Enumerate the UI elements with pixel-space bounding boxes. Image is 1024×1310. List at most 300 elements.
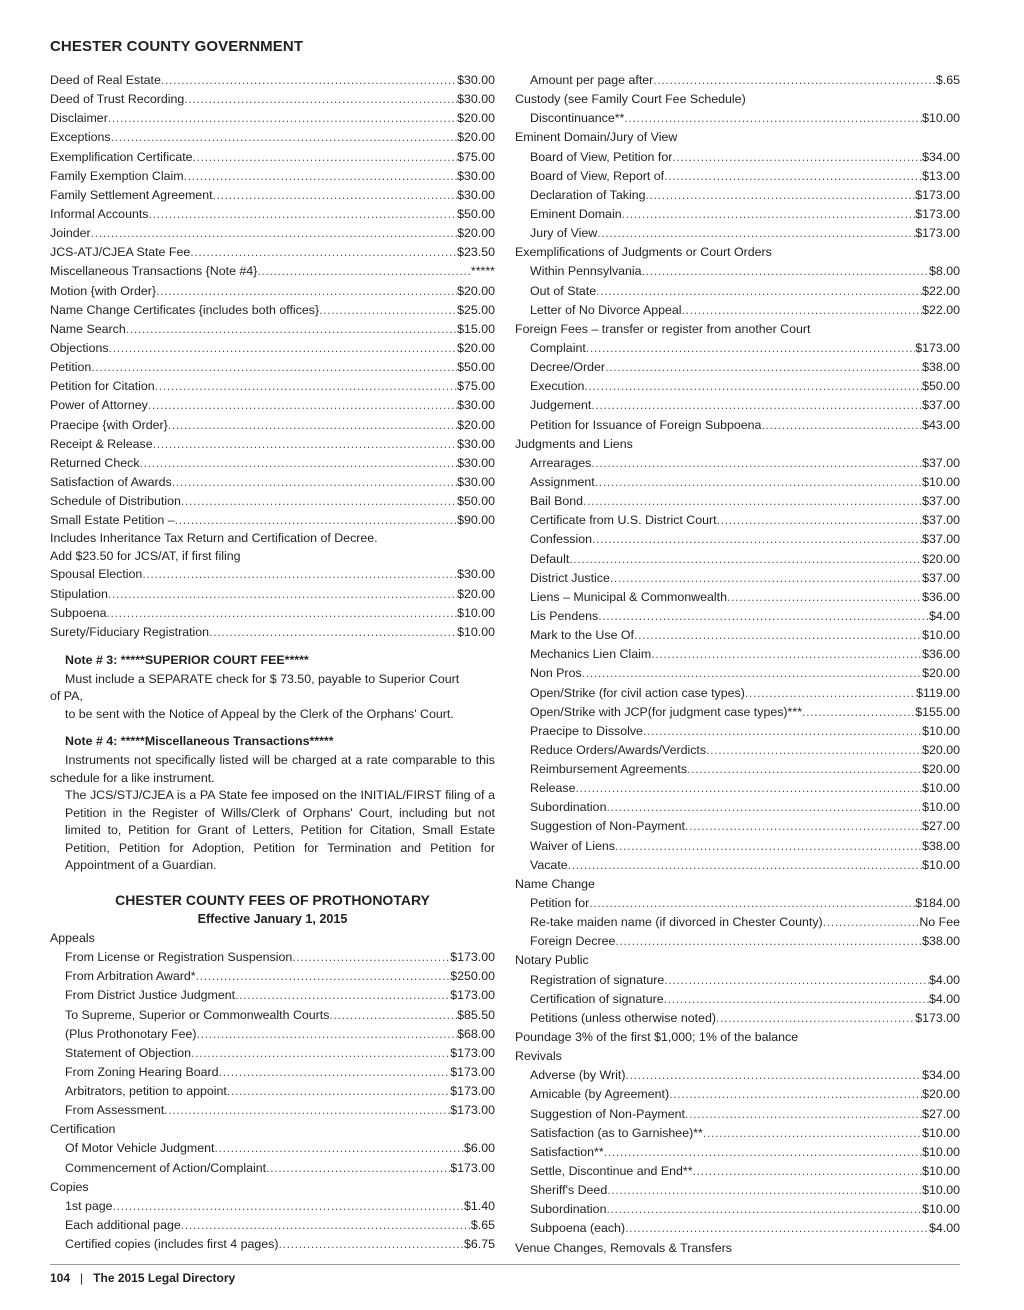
dot-leader — [126, 320, 457, 339]
fee-row — [50, 1235, 495, 1254]
prothonotary-title: CHESTER COUNTY FEES OF PROTHONOTARY — [115, 891, 430, 908]
dot-leader — [645, 186, 915, 205]
dot-leader — [597, 224, 915, 243]
dot-leader — [625, 1219, 929, 1238]
dot-leader — [596, 282, 922, 301]
fee-row — [50, 167, 495, 186]
fee-label: Arrearages — [530, 455, 592, 470]
fee-label: Non Pros — [530, 666, 582, 681]
fee-amount: $15.00 — [457, 321, 495, 336]
fee-label: Open/Strike (for civil action case types) — [530, 685, 745, 700]
fee-label: Foreign Fees – transfer or register from another Court — [515, 321, 811, 336]
fee-amount: $20.00 — [457, 130, 495, 145]
fee-label: Liens – Municipal & Commonwealth — [530, 589, 727, 604]
fee-label: Schedule of Distribution — [50, 494, 181, 509]
fee-row — [50, 186, 495, 205]
prothonotary-effective-date: Effective January 1, 2015 — [197, 911, 348, 926]
fee-category — [515, 875, 960, 894]
fee-amount: $30.00 — [457, 73, 495, 87]
fee-amount: $20.00 — [457, 586, 495, 601]
fee-row — [50, 71, 495, 90]
fee-amount: $20.00 — [457, 283, 495, 298]
fee-row — [515, 550, 960, 569]
fee-amount: $4.00 — [928, 608, 960, 623]
fee-amount: $173.00 — [915, 187, 960, 202]
fee-amount: $37.00 — [922, 513, 960, 528]
fee-amount: $173.00 — [450, 950, 495, 965]
fee-row — [50, 565, 495, 584]
fee-label: Poundage 3% of the first $1,000; 1% of the balance — [515, 1030, 799, 1045]
dot-leader — [184, 90, 457, 109]
fee-amount: $37.00 — [922, 532, 960, 547]
fee-label: Exemplification Certificate — [50, 149, 193, 164]
fee-label: Disclaimer — [50, 111, 108, 126]
fee-row — [50, 1101, 495, 1120]
fee-label: Exemplifications of Judgments or Court Orders — [515, 245, 772, 260]
fee-amount: $10.00 — [922, 474, 960, 489]
fee-amount: $36.00 — [922, 647, 960, 662]
fee-amount: $1.40 — [463, 1198, 495, 1213]
fee-row — [50, 1139, 495, 1158]
fee-label: Certificate from U.S. District Court — [530, 513, 717, 528]
fee-amount: $50.00 — [457, 494, 495, 509]
dot-leader — [91, 358, 457, 377]
fee-row — [515, 837, 960, 856]
dot-leader — [209, 623, 457, 642]
note-4-paragraph-2: The JCS/STJ/CJEA is a PA State fee imposed on the INITIAL/FIRST filing of a Petition in the Register of Wills/Clerk of Orphans' Court, including but not limited to, Petition for Grant of Letters, Petition for Citation, Small Estate Petition, Petition for Adoption, Petition for Termination and Petition for Appointment of a Guardian. — [65, 788, 495, 873]
fee-label: Eminent Domain/Jury of View — [515, 130, 678, 145]
fee-amount: $10.00 — [922, 800, 960, 815]
fee-row — [515, 664, 960, 683]
fee-row — [515, 473, 960, 492]
fee-label: Satisfaction of Awards — [50, 474, 172, 489]
fee-label: Notary Public — [515, 953, 589, 968]
fee-label: Appeals — [50, 930, 95, 945]
fee-label: Certification of signature — [530, 991, 664, 1006]
fee-label: Bail Bond — [530, 494, 584, 509]
fee-row — [50, 473, 495, 492]
dot-leader — [598, 607, 929, 626]
fee-amount: $37.00 — [922, 570, 960, 585]
fee-row — [515, 894, 960, 913]
dot-leader — [607, 1181, 922, 1200]
fee-label: Motion {with Order} — [50, 283, 157, 298]
fee-row — [50, 224, 495, 243]
fee-row — [50, 339, 495, 358]
fee-amount: $119.00 — [916, 685, 960, 700]
fee-category — [515, 1239, 960, 1258]
fee-amount: $4.00 — [928, 991, 960, 1006]
fee-amount: $90.00 — [457, 513, 495, 528]
fee-label: Satisfaction** — [530, 1144, 604, 1159]
fee-amount: $173.00 — [450, 1084, 495, 1099]
dot-leader — [672, 148, 922, 167]
fee-row — [515, 339, 960, 358]
fee-category — [515, 90, 960, 109]
fee-row — [515, 1143, 960, 1162]
fee-label: Waiver of Liens — [530, 838, 615, 853]
dot-leader — [745, 684, 916, 703]
fee-amount: $173.00 — [450, 1064, 495, 1079]
fee-label: Assignment — [530, 474, 595, 489]
dot-leader — [113, 1197, 464, 1216]
dot-leader — [615, 932, 922, 951]
fee-label: District Justice — [530, 570, 610, 585]
fee-label: Power of Attorney — [50, 398, 148, 413]
fee-amount: $30.00 — [457, 436, 495, 451]
fee-row — [50, 454, 495, 473]
fee-label: Custody (see Family Court Fee Schedule) — [515, 92, 746, 107]
fee-amount: $20.00 — [457, 111, 495, 126]
dot-leader — [164, 1101, 450, 1120]
fee-label: Adverse (by Writ) — [530, 1068, 626, 1083]
fee-label: Copies — [50, 1179, 89, 1194]
dot-leader — [653, 71, 936, 90]
fee-amount: $173.00 — [915, 226, 960, 241]
fee-amount: $50.00 — [922, 379, 960, 394]
fee-category — [515, 1047, 960, 1066]
fee-category — [515, 435, 960, 454]
dot-leader — [669, 1085, 922, 1104]
fee-row — [50, 1044, 495, 1063]
fee-row — [50, 320, 495, 339]
dot-leader — [716, 1009, 915, 1028]
dot-leader — [109, 339, 458, 358]
fee-amount: No Fee — [919, 915, 960, 930]
note-3-line-2: of PA, — [50, 689, 83, 704]
fee-label: Petition — [50, 360, 92, 375]
fee-row — [515, 511, 960, 530]
fee-category — [515, 1028, 960, 1047]
fee-amount: $173.00 — [915, 206, 960, 221]
dot-leader — [625, 1066, 922, 1085]
fee-row — [515, 971, 960, 990]
fee-row — [515, 990, 960, 1009]
fee-amount: $6.00 — [463, 1141, 495, 1156]
fee-amount: $10.00 — [922, 857, 960, 872]
footer-divider — [50, 1264, 960, 1265]
footer-separator: | — [80, 1271, 84, 1285]
fee-label: Commencement of Action/Complaint — [65, 1160, 267, 1175]
fee-row — [515, 1181, 960, 1200]
fee-amount: $10.00 — [922, 1164, 960, 1179]
dot-leader — [279, 1235, 464, 1254]
fee-row — [515, 1085, 960, 1104]
dot-leader — [184, 167, 458, 186]
register-fee-list — [50, 71, 495, 530]
dot-leader — [108, 109, 457, 128]
dot-leader — [622, 205, 916, 224]
dot-leader — [156, 282, 457, 301]
fee-label: Subordination — [530, 1202, 607, 1217]
fee-label: Subpoena (each) — [530, 1221, 626, 1236]
prothonotary-fee-list-continued — [515, 71, 960, 1258]
fee-row — [515, 645, 960, 664]
fee-row — [50, 377, 495, 396]
fee-label: From Arbitration Award* — [65, 969, 196, 984]
fee-label: Of Motor Vehicle Judgment — [65, 1141, 215, 1156]
fee-label: Statement of Objection — [65, 1045, 192, 1060]
fee-category — [50, 929, 495, 948]
page-number: 104 — [50, 1271, 71, 1285]
fee-label: Open/Strike with JCP(for judgment case types)*** — [530, 704, 803, 719]
fee-row — [50, 623, 495, 642]
dot-leader — [682, 301, 923, 320]
fee-row — [515, 530, 960, 549]
fee-amount: $.65 — [470, 1218, 495, 1233]
dot-leader — [703, 1124, 922, 1143]
fee-label: Sheriff's Deed — [530, 1183, 608, 1198]
dot-leader — [582, 664, 922, 683]
fee-amount: $10.00 — [922, 1125, 960, 1140]
fee-amount: $173.00 — [450, 1103, 495, 1118]
fee-row — [515, 779, 960, 798]
dot-leader — [685, 1105, 922, 1124]
fee-label: Praecipe {with Order} — [50, 417, 168, 432]
fee-amount: $37.00 — [922, 494, 960, 509]
fee-label: Receipt & Release — [50, 436, 153, 451]
fee-row — [515, 301, 960, 320]
dot-leader — [193, 148, 458, 167]
fee-amount: $10.00 — [922, 1183, 960, 1198]
fee-row — [515, 856, 960, 875]
note-4-paragraph-1: Instruments not specifically listed will be charged at a rate comparable to this schedule for a like instrument. — [50, 753, 495, 785]
fee-category — [50, 1120, 495, 1139]
fee-row — [50, 243, 495, 262]
fee-row — [50, 1063, 495, 1082]
fee-row — [50, 1159, 495, 1178]
fee-amount: $30.00 — [457, 567, 495, 582]
fee-row — [515, 262, 960, 281]
fee-label: Returned Check — [50, 455, 140, 470]
fee-label: Discontinuance** — [530, 111, 625, 126]
fee-label: From Zoning Hearing Board — [65, 1064, 219, 1079]
prothonotary-fee-list — [50, 929, 495, 1254]
dot-leader — [584, 377, 922, 396]
dot-leader — [190, 243, 457, 262]
dot-leader — [589, 894, 915, 913]
fee-row — [50, 604, 495, 623]
fee-label: Board of View, Petition for — [530, 149, 673, 164]
dot-leader — [687, 760, 922, 779]
dot-leader — [727, 588, 922, 607]
dot-leader — [153, 435, 457, 454]
fee-row — [515, 167, 960, 186]
fee-label: Lis Pendens — [530, 608, 599, 623]
fee-amount: $10.00 — [922, 628, 960, 643]
fee-label: Complaint — [530, 340, 586, 355]
fee-label: Subpoena — [50, 605, 107, 620]
fee-label: Exceptions — [50, 130, 111, 145]
fee-amount: $22.00 — [922, 283, 960, 298]
fee-row — [515, 282, 960, 301]
fee-amount: $50.00 — [457, 360, 495, 375]
fee-row — [50, 435, 495, 454]
fee-row — [515, 148, 960, 167]
fee-row — [515, 684, 960, 703]
fee-row — [515, 588, 960, 607]
fee-label: Decree/Order — [530, 360, 606, 375]
fee-row — [515, 817, 960, 836]
fee-label: Name Change — [515, 876, 595, 891]
fee-amount: $10.00 — [922, 723, 960, 738]
fee-amount: $13.00 — [922, 168, 960, 183]
dot-leader — [140, 454, 458, 473]
fee-amount: $20.00 — [922, 762, 960, 777]
fee-row — [515, 1009, 960, 1028]
dot-leader — [148, 205, 457, 224]
dot-leader — [168, 416, 457, 435]
dot-leader — [610, 569, 922, 588]
fee-amount: $30.00 — [457, 187, 495, 202]
page-title: CHESTER COUNTY GOVERNMENT — [50, 38, 304, 55]
right-column — [515, 71, 960, 1258]
dot-leader — [664, 971, 929, 990]
fee-label: Judgement — [530, 398, 592, 413]
fee-label: Declaration of Taking — [530, 187, 646, 202]
fee-row — [515, 1105, 960, 1124]
fee-label: Surety/Fiduciary Registration — [50, 624, 210, 639]
fee-row — [50, 282, 495, 301]
fee-row — [50, 948, 495, 967]
dot-leader — [219, 1063, 451, 1082]
fee-row — [50, 262, 495, 281]
fee-amount: $30.00 — [457, 168, 495, 183]
dot-leader — [569, 550, 922, 569]
fee-row — [515, 416, 960, 435]
fee-row — [515, 224, 960, 243]
dot-leader — [651, 645, 922, 664]
fee-row — [50, 358, 495, 377]
fee-label: Out of State — [530, 283, 597, 298]
fee-amount: $20.00 — [922, 551, 960, 566]
fee-amount: $173.00 — [450, 988, 495, 1003]
fee-row — [515, 358, 960, 377]
fee-amount: $36.00 — [922, 589, 960, 604]
fee-row — [50, 1082, 495, 1101]
dot-leader — [606, 798, 922, 817]
note-3-line-3: to be sent with the Notice of Appeal by the Clerk of the Orphans' Court. — [65, 706, 454, 721]
fee-amount: $20.00 — [457, 226, 495, 241]
fee-label: Certified copies (includes first 4 pages) — [65, 1237, 279, 1252]
fee-category — [515, 128, 960, 147]
fee-amount: $20.00 — [922, 666, 960, 681]
publication-title: The 2015 Legal Directory — [93, 1271, 236, 1285]
fee-amount: $75.00 — [457, 149, 495, 164]
fee-amount: $.65 — [935, 73, 960, 87]
fee-amount: $75.00 — [457, 379, 495, 394]
fee-amount: $173.00 — [450, 1160, 495, 1175]
dot-leader — [266, 1159, 450, 1178]
fee-row — [515, 396, 960, 415]
fee-label: Suggestion of Non-Payment — [530, 1106, 685, 1121]
fee-row — [515, 1162, 960, 1181]
dot-leader — [592, 530, 922, 549]
fee-amount: $250.00 — [450, 969, 495, 984]
fee-label: Amount per page after — [530, 73, 654, 87]
fee-amount: $155.00 — [915, 704, 960, 719]
dot-leader — [172, 473, 457, 492]
fee-amount: $43.00 — [922, 417, 960, 432]
fee-row — [515, 913, 960, 932]
fee-row — [50, 109, 495, 128]
dot-leader — [802, 703, 915, 722]
fee-label: Petitions (unless otherwise noted) — [530, 1010, 716, 1025]
fee-row — [515, 569, 960, 588]
fee-label: Execution — [530, 379, 585, 394]
fee-label: Praecipe to Dissolve — [530, 723, 643, 738]
fee-amount: $27.00 — [922, 819, 960, 834]
fee-label: Vacate — [530, 857, 568, 872]
fee-label: Mark to the Use Of — [530, 628, 634, 643]
dot-leader — [148, 396, 457, 415]
fee-amount: $22.00 — [922, 302, 960, 317]
fee-category — [515, 951, 960, 970]
fee-amount: $30.00 — [457, 398, 495, 413]
fee-label: Re-take maiden name (if divorced in Chester County) — [530, 915, 823, 930]
fee-label: Name Search — [50, 321, 126, 336]
dot-leader — [329, 1006, 457, 1025]
fee-row — [50, 585, 495, 604]
fee-label: JCS-ATJ/CJEA State Fee — [50, 245, 191, 260]
dot-leader — [91, 224, 457, 243]
dot-leader — [161, 71, 457, 90]
fee-row — [515, 798, 960, 817]
fee-amount: $27.00 — [922, 1106, 960, 1121]
fee-amount: $30.00 — [457, 92, 495, 107]
fee-label: From Assessment — [65, 1103, 165, 1118]
fee-label: Family Settlement Agreement — [50, 187, 213, 202]
fee-row — [515, 454, 960, 473]
fee-amount: $10.00 — [922, 111, 960, 126]
fee-row — [50, 986, 495, 1005]
fee-row — [515, 741, 960, 760]
fee-row — [515, 932, 960, 951]
fee-amount: $10.00 — [457, 624, 495, 639]
fee-amount: $30.00 — [457, 474, 495, 489]
fee-amount: $85.50 — [457, 1007, 495, 1022]
fee-label: Jury of View — [530, 226, 598, 241]
dot-leader — [604, 1143, 922, 1162]
fee-label: Joinder — [50, 226, 91, 241]
fee-label: Spousal Election — [50, 567, 143, 582]
fee-category — [515, 243, 960, 262]
dot-leader — [643, 722, 922, 741]
fee-amount: $68.00 — [457, 1026, 495, 1041]
fee-label: Each additional page — [65, 1218, 181, 1233]
fee-label: 1st page — [65, 1198, 113, 1213]
fee-row — [515, 1066, 960, 1085]
fee-amount: $38.00 — [922, 934, 960, 949]
dot-leader — [591, 454, 922, 473]
dot-leader — [693, 1162, 923, 1181]
fee-amount: $173.00 — [915, 340, 960, 355]
fee-row — [515, 703, 960, 722]
fee-amount: $34.00 — [922, 1068, 960, 1083]
fee-row — [50, 128, 495, 147]
dot-leader — [155, 377, 457, 396]
fee-row — [50, 1216, 495, 1235]
fee-row — [515, 205, 960, 224]
dot-leader — [575, 779, 922, 798]
dot-leader — [181, 492, 457, 511]
fee-label: Name Change Certificates {includes both offices} — [50, 302, 320, 317]
fee-row — [50, 1025, 495, 1044]
fee-row — [515, 109, 960, 128]
fee-label: (Plus Prothonotary Fee) — [65, 1026, 197, 1041]
note-3-title: Note # 3: *****SUPERIOR COURT FEE***** — [65, 652, 309, 667]
fee-amount: $37.00 — [922, 455, 960, 470]
